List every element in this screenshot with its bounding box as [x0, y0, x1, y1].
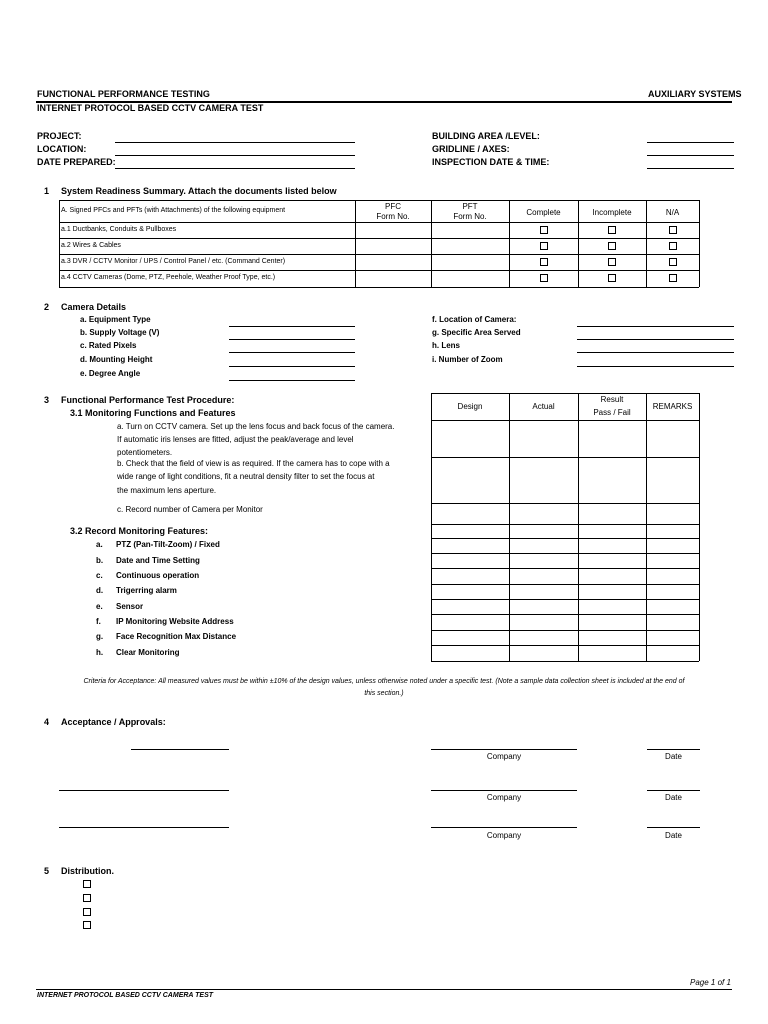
rated-pixels-label: c. Rated Pixels: [80, 341, 137, 350]
item-b-line2: wide range of light conditions, fit a neutral density filter to set the focus at: [117, 472, 375, 481]
section4-number: 4: [44, 717, 50, 727]
lens-label: h. Lens: [432, 341, 461, 350]
approver3-signature-field[interactable]: [59, 827, 229, 828]
equipment-type-field[interactable]: [229, 326, 355, 327]
lens-field[interactable]: [577, 352, 734, 353]
approver3-company-field[interactable]: [431, 827, 577, 828]
approver2-date-field[interactable]: [647, 790, 700, 791]
camera-location-field[interactable]: [577, 326, 734, 327]
feature-b-letter: b.: [96, 556, 104, 565]
row2-na-checkbox[interactable]: [669, 242, 677, 250]
equipment-type-label: a. Equipment Type: [80, 315, 151, 324]
feature-c-label: Continuous operation: [116, 571, 200, 580]
row3-complete-checkbox[interactable]: [540, 258, 548, 266]
section5-title: Distribution.: [61, 866, 114, 876]
building-area-field[interactable]: [647, 142, 734, 143]
project-label: PROJECT:: [37, 131, 82, 141]
footer-page-number: Page 1 of 1: [690, 978, 731, 987]
item-a-line3: potentiometers.: [117, 448, 173, 457]
approver3-date-field[interactable]: [647, 827, 700, 828]
gridline-field[interactable]: [647, 155, 734, 156]
item-a-line1: a. Turn on CCTV camera. Set up the lens focus and back focus of the camera.: [117, 422, 395, 431]
footer-rule: [36, 989, 732, 990]
feature-a-letter: a.: [96, 540, 103, 549]
pft-header-2: Form No.: [453, 212, 487, 221]
feature-g-letter: g.: [96, 632, 104, 641]
approver2-signature-field[interactable]: [59, 790, 229, 791]
na-header: N/A: [665, 208, 680, 217]
degree-angle-label: e. Degree Angle: [80, 369, 141, 378]
feature-e-letter: e.: [96, 602, 103, 611]
distribution-checkbox-4[interactable]: [83, 921, 91, 929]
location-field[interactable]: [115, 155, 355, 156]
project-field[interactable]: [115, 142, 355, 143]
approver2-date-label: Date: [665, 793, 682, 802]
rated-pixels-field[interactable]: [229, 352, 355, 353]
approver3-company-label: Company: [486, 831, 522, 840]
complete-header: Complete: [526, 208, 561, 217]
result-header-1: Result: [600, 395, 624, 404]
section2-title: Camera Details: [61, 302, 127, 312]
readiness-row-4: a.4 CCTV Cameras (Dome, PTZ, Peehole, Weather Proof Type, etc.): [61, 274, 276, 281]
approver2-company-label: Company: [486, 793, 522, 802]
camera-location-label: f. Location of Camera:: [432, 315, 517, 324]
remarks-header: REMARKS: [652, 402, 693, 411]
area-served-field[interactable]: [577, 339, 734, 340]
distribution-checkbox-1[interactable]: [83, 880, 91, 888]
item-c: c. Record number of Camera per Monitor: [117, 505, 263, 514]
row1-complete-checkbox[interactable]: [540, 226, 548, 234]
feature-c-letter: c.: [96, 571, 103, 580]
approver1-company-field[interactable]: [431, 749, 577, 750]
row1-incomplete-checkbox[interactable]: [608, 226, 616, 234]
mounting-height-field[interactable]: [229, 366, 355, 367]
feature-g-label: Face Recognition Max Distance: [116, 632, 237, 641]
approver1-date-field[interactable]: [647, 749, 700, 750]
section3-sub1: 3.1 Monitoring Functions and Features: [70, 408, 236, 418]
row2-complete-checkbox[interactable]: [540, 242, 548, 250]
feature-f-letter: f.: [96, 617, 101, 626]
approver1-company-label: Company: [486, 752, 522, 761]
feature-a-label: PTZ (Pan-Tilt-Zoom) / Fixed: [116, 540, 220, 549]
mounting-height-label: d. Mounting Height: [80, 355, 153, 364]
feature-d-letter: d.: [96, 586, 104, 595]
row1-na-checkbox[interactable]: [669, 226, 677, 234]
zoom-field[interactable]: [577, 366, 734, 367]
actual-header: Actual: [532, 402, 555, 411]
row2-incomplete-checkbox[interactable]: [608, 242, 616, 250]
criteria-line1: Criteria for Acceptance: All measured values must be within ±10% of the design values, unless otherwise noted under a specific test. (Note a sample data collection sheet is included at the end of: [83, 678, 685, 685]
approver1-date-label: Date: [665, 752, 682, 761]
section1-number: 1: [44, 186, 50, 196]
degree-angle-field[interactable]: [229, 380, 355, 381]
design-header: Design: [457, 402, 483, 411]
row4-na-checkbox[interactable]: [669, 274, 677, 282]
row4-complete-checkbox[interactable]: [540, 274, 548, 282]
criteria-line2: this section.): [364, 690, 404, 697]
section2-number: 2: [44, 302, 50, 312]
supply-voltage-label: b. Supply Voltage (V): [80, 328, 160, 337]
section3-sub2: 3.2 Record Monitoring Features:: [70, 526, 209, 536]
section3-number: 3: [44, 395, 50, 405]
inspection-date-field[interactable]: [647, 168, 734, 169]
section4-title: Acceptance / Approvals:: [61, 717, 166, 727]
inspection-date-label: INSPECTION DATE & TIME:: [432, 157, 550, 167]
readiness-row-1: a.1 Ductbanks, Conduits & Pullboxes: [61, 226, 177, 233]
feature-d-label: Trigerring alarm: [116, 586, 177, 595]
feature-e-label: Sensor: [116, 602, 144, 611]
readiness-row-3: a.3 DVR / CCTV Monitor / UPS / Control Panel / etc. (Command Center): [61, 258, 286, 265]
item-b-line3: the maximum lens aperture.: [117, 486, 217, 495]
pft-header-1: PFT: [462, 202, 478, 211]
supply-voltage-field[interactable]: [229, 339, 355, 340]
area-served-label: g. Specific Area Served: [432, 328, 521, 337]
section3-title: Functional Performance Test Procedure:: [61, 395, 235, 405]
pfc-header-2: Form No.: [376, 212, 410, 221]
approver1-signature-field[interactable]: [131, 749, 229, 750]
feature-f-label: IP Monitoring Website Address: [116, 617, 234, 626]
item-a-line2: If automatic iris lenses are fitted, adjust the peak/average and level: [117, 435, 354, 444]
building-area-label: BUILDING AREA /LEVEL:: [432, 131, 540, 141]
distribution-checkbox-3[interactable]: [83, 908, 91, 916]
distribution-checkbox-2[interactable]: [83, 894, 91, 902]
row4-incomplete-checkbox[interactable]: [608, 274, 616, 282]
feature-h-label: Clear Monitoring: [116, 648, 180, 657]
readiness-row-2: a.2 Wires & Cables: [61, 242, 121, 249]
feature-h-letter: h.: [96, 648, 104, 657]
header-subtitle: INTERNET PROTOCOL BASED CCTV CAMERA TEST: [37, 103, 264, 113]
approver2-company-field[interactable]: [431, 790, 577, 791]
row3-na-checkbox[interactable]: [669, 258, 677, 266]
header-title-right: AUXILIARY SYSTEMS: [648, 89, 742, 99]
footer-doc-name: INTERNET PROTOCOL BASED CCTV CAMERA TEST: [37, 992, 214, 999]
pfc-header-1: PFC: [385, 202, 401, 211]
header-title-left: FUNCTIONAL PERFORMANCE TESTING: [37, 89, 210, 99]
date-prepared-field[interactable]: [115, 168, 355, 169]
readiness-header-item: A. Signed PFCs and PFTs (with Attachments) of the following equipment: [61, 207, 286, 214]
approver3-date-label: Date: [665, 831, 682, 840]
row3-incomplete-checkbox[interactable]: [608, 258, 616, 266]
section1-title: System Readiness Summary. Attach the documents listed below: [61, 186, 337, 196]
result-header-2: Pass / Fail: [593, 408, 631, 417]
date-prepared-label: DATE PREPARED:: [37, 157, 116, 167]
section5-number: 5: [44, 866, 50, 876]
zoom-label: i. Number of Zoom: [432, 355, 503, 364]
feature-b-label: Date and Time Setting: [116, 556, 200, 565]
item-b-line1: b. Check that the field of view is as required. If the camera has to cope with a: [117, 459, 390, 468]
incomplete-header: Incomplete: [592, 208, 632, 217]
gridline-label: GRIDLINE / AXES:: [432, 144, 510, 154]
location-label: LOCATION:: [37, 144, 87, 154]
